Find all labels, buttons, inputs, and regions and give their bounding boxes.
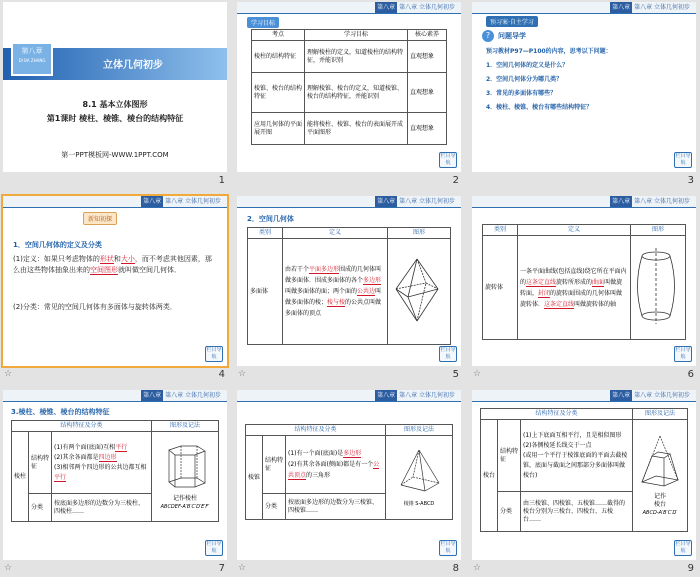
text-run: 叫做多面体的棱； — [285, 288, 382, 306]
answer-blank: 这条定直线 — [526, 278, 557, 286]
prism-table — [11, 420, 219, 522]
slide-9[interactable] — [472, 390, 696, 560]
features-cell — [521, 420, 633, 492]
site-label: 第一PPT模板网-WWW.1PPT.COM — [61, 151, 169, 159]
feature-line: (或用一个平行于棱锥底面的平面去截棱锥，底面与截面之间那部分多面体叫做棱台) — [523, 451, 628, 479]
star-icon: ☆ — [238, 369, 247, 379]
slide-1[interactable] — [3, 2, 227, 172]
section-heading: 1．空间几何体的定义及分类 — [13, 241, 102, 249]
table-header: 图形 — [631, 225, 686, 236]
chapter-header: 第八章 立体几何初步 — [165, 392, 221, 399]
features-cell — [52, 432, 152, 494]
question-item: 1．空间几何体的定义是什么？ — [486, 62, 569, 69]
text-run: 和 — [113, 255, 121, 263]
definition-cell — [518, 236, 631, 340]
solid-revolution-table — [482, 224, 686, 340]
objectives-table — [251, 29, 447, 145]
back-nav-button[interactable]: 栏目导航 — [675, 153, 691, 166]
figure-cell — [631, 236, 686, 340]
chapter-header: 第八章 立体几何初步 — [165, 198, 221, 205]
slide-8[interactable] — [237, 390, 461, 560]
definition-paragraph — [13, 254, 217, 276]
chapter-header: 第八章 立体几何初步 — [634, 198, 690, 205]
table-header: 图形及记法 — [152, 421, 219, 432]
slide-number: 7 — [218, 563, 225, 574]
slide-number: 8 — [452, 563, 459, 574]
table-cell: 直观想象 — [408, 41, 447, 73]
chapter-number: 第八章 — [21, 47, 43, 55]
classification-cell: 按底面多边形的边数分为三棱锥、四棱锥…… — [286, 494, 386, 520]
top-band — [3, 2, 227, 22]
star-icon: ☆ — [4, 369, 13, 379]
answer-blank: 空间图形 — [90, 266, 118, 274]
question-item: 4．棱柱、棱锥、棱台有哪些结构特征？ — [486, 104, 593, 111]
slide-3[interactable] — [472, 2, 696, 172]
table-header: 结构特征及分类 — [12, 421, 152, 432]
text-run: 叫做旋转体的轴 — [574, 300, 617, 308]
star-icon: ☆ — [4, 563, 13, 573]
slide-thumbnail-8[interactable] — [237, 390, 461, 574]
answer-blank: 多边形 — [343, 450, 362, 457]
answer-blank: 平行 — [115, 443, 128, 451]
figure-caption: 棱台 — [653, 501, 666, 508]
chapter-box — [11, 42, 53, 76]
chapter-header: 第八章 立体几何初步 — [399, 392, 455, 399]
row-label-cell: 结构特征 — [29, 432, 52, 494]
category-cell: 多面体 — [248, 239, 283, 345]
text-run: ，而不考虑其他因素，那么由这些物体抽象出来的 — [13, 255, 212, 274]
figure-label: ABCDEF-A′B′C′D′E′F′ — [160, 504, 210, 510]
row-label-cell: 结构特征 — [498, 420, 521, 492]
chapter-header: 第八章 立体几何初步 — [399, 4, 455, 11]
figure-cell — [633, 420, 688, 532]
text-run: 由若干个 — [285, 266, 310, 273]
slide-6[interactable] — [472, 196, 696, 366]
slide-number: 2 — [452, 175, 459, 186]
table-header: 图形及记法 — [633, 409, 688, 420]
solid-name-cell: 棱柱 — [12, 432, 29, 522]
text-run: 叫做旋转面， — [520, 278, 623, 297]
pyramid-table — [245, 424, 453, 520]
table-cell: 应用几何体的平面展开图 — [252, 113, 305, 145]
feature-line — [54, 453, 149, 463]
back-nav-button[interactable]: 栏目导航 — [206, 541, 222, 554]
text-run: (1)有一个面(底面)是 — [288, 450, 344, 457]
slide-number: 6 — [687, 369, 694, 380]
star-icon: ☆ — [473, 369, 482, 379]
section-badge: 预习案·自主学习 — [486, 16, 538, 27]
back-nav-button[interactable]: 栏目导航 — [206, 347, 222, 360]
classification-cell: 按底面多边形的边数分为三棱柱、四棱柱…… — [52, 494, 152, 522]
slide-thumbnail-5[interactable] — [237, 196, 461, 380]
section-badge: 学习目标 — [247, 17, 279, 28]
figure-caption: 记作 — [653, 493, 666, 500]
table-cell: 理解棱柱的定义，知道棱柱的结构特征，并能识别 — [305, 41, 408, 73]
back-nav-button[interactable]: 栏目导航 — [440, 541, 456, 554]
answer-blank: 大小 — [120, 255, 135, 263]
answer-blank: 封闭 — [538, 289, 551, 297]
table-cell: 理解棱锥、棱台的定义，知道棱锥、棱台的结构特征，并能识别 — [305, 73, 408, 113]
slide-5[interactable] — [237, 196, 461, 366]
section-heading: 问题导学 — [498, 32, 526, 40]
section-heading: 2．空间几何体 — [247, 215, 294, 223]
slide-number: 9 — [687, 563, 694, 574]
feature-line — [54, 443, 149, 453]
slide-thumbnail-6[interactable] — [472, 196, 696, 380]
slide-header — [472, 196, 696, 208]
figure-cell — [386, 436, 453, 520]
category-cell: 旋转体 — [483, 236, 518, 340]
table-cell: 能将棱柱、棱锥、棱台的表面展开成平面图形 — [305, 113, 408, 145]
row-label-cell: 分类 — [263, 494, 286, 520]
slide-7[interactable] — [3, 390, 227, 560]
slide-number: 1 — [218, 175, 225, 186]
slide-thumbnail-4[interactable] — [3, 196, 227, 380]
slide-thumbnail-7[interactable] — [3, 390, 227, 574]
answer-blank: 平行 — [54, 473, 67, 481]
answer-blank: 棱与棱 — [327, 299, 346, 306]
figure-cell — [152, 432, 219, 522]
lesson-title: 第1课时 棱柱、棱锥、棱台的结构特征 — [46, 114, 184, 123]
text-run: 的三角形 — [306, 472, 331, 479]
table-header: 类别 — [248, 228, 283, 239]
row-label-cell: 分类 — [498, 492, 521, 532]
classification-paragraph: (2)分类：常见的空间几何体有多面体与旋转体两类． — [13, 303, 177, 311]
star-icon: ☆ — [473, 563, 482, 573]
table-cell: 直观想象 — [408, 73, 447, 113]
answer-blank: 多边形 — [363, 277, 382, 284]
frustum-figure — [638, 434, 682, 490]
answer-blank: 曲面 — [592, 278, 605, 286]
back-nav-button[interactable]: 栏目导航 — [675, 347, 691, 360]
feature-line — [288, 459, 383, 481]
table-header: 结构特征及分类 — [481, 409, 633, 420]
text-run: 叫做多面体的面；两个面的 — [285, 288, 358, 295]
octahedron-figure — [390, 255, 444, 325]
table-header: 定义 — [518, 225, 631, 236]
slide-header — [237, 196, 461, 208]
answer-blank: 公共顶点 — [288, 461, 380, 479]
chapter-tag: 第八章 — [377, 392, 396, 399]
slide-header — [237, 390, 461, 402]
table-cell: 棱柱的结构特征 — [252, 41, 305, 73]
text-run: 旋转所形成的 — [556, 278, 593, 286]
back-nav-button[interactable]: 栏目导航 — [675, 541, 691, 554]
chapter-tag: 第八章 — [143, 198, 162, 205]
back-nav-button[interactable]: 栏目导航 — [440, 153, 456, 166]
definition-cell — [283, 239, 388, 345]
chapter-tag: 第八章 — [612, 4, 631, 11]
figure-label: ABCD-A′B′C′D′ — [642, 510, 678, 516]
figure-caption: 棱锥 S-ABCD — [403, 501, 435, 507]
text-run: (3)相邻两个四边形的公共边都互相 — [54, 463, 147, 471]
slide-2[interactable] — [237, 2, 461, 172]
polyhedron-table — [247, 227, 451, 345]
chapter-tag: 第八章 — [143, 392, 162, 399]
section-heading: 3.棱柱、棱锥、棱台的结构特征 — [11, 408, 110, 416]
chapter-tag: 第八章 — [612, 392, 631, 399]
features-cell — [286, 436, 386, 494]
row-label-cell: 结构特征 — [263, 436, 286, 494]
slide-header — [3, 196, 227, 208]
barrel-figure — [633, 246, 679, 326]
table-header: 定义 — [283, 228, 388, 239]
text-run: 一条平面曲线(包括直线)绕它所在平面内的 — [520, 267, 627, 286]
slide-number: 4 — [218, 369, 225, 380]
slide-header — [237, 2, 461, 14]
preview-intro: 预习教材P97—P100的内容，思考以下问题： — [486, 48, 612, 55]
chapter-title: 立体几何初步 — [103, 60, 163, 71]
back-nav-button[interactable]: 栏目导航 — [440, 347, 456, 360]
chapter-tag: 第八章 — [612, 198, 631, 205]
table-header: 结构特征及分类 — [246, 425, 386, 436]
chapter-pinyin: DI BA ZHANG — [18, 58, 46, 63]
table-header: 图形及记法 — [386, 425, 453, 436]
frustum-table — [480, 408, 688, 532]
table-header: 考点 — [252, 30, 305, 41]
answer-blank: 公共边 — [357, 288, 376, 295]
text-run: (2)其余各面都是 — [54, 453, 99, 461]
slide-thumbnail-2[interactable] — [237, 2, 461, 186]
solid-name-cell: 棱锥 — [246, 436, 263, 520]
table-cell: 直观想象 — [408, 113, 447, 145]
slide-4[interactable] — [3, 196, 227, 366]
question-item: 3．常见的多面体有哪些？ — [486, 90, 557, 97]
chapter-tag: 第八章 — [377, 198, 396, 205]
feature-line: (1)上下底面互相平行，且是相似图形 — [523, 431, 622, 439]
section-title: 8.1 基本立体图形 — [82, 100, 148, 109]
figure-cell — [388, 239, 451, 345]
text-run: 就叫做空间几何体． — [118, 266, 181, 274]
feature-line — [54, 463, 149, 483]
figure-caption: 记作棱柱 — [172, 495, 197, 502]
row-label-cell: 分类 — [29, 494, 52, 522]
pyramid-figure — [395, 447, 443, 497]
slide-header — [472, 2, 696, 14]
slide-thumbnail-1[interactable] — [3, 2, 227, 186]
chapter-header: 第八章 立体几何初步 — [399, 198, 455, 205]
chapter-header: 第八章 立体几何初步 — [634, 4, 690, 11]
chapter-header: 第八章 立体几何初步 — [634, 392, 690, 399]
table-header: 图形 — [388, 228, 451, 239]
feature-line: (2)各侧棱延长线交于一点 — [523, 441, 592, 449]
feature-line — [288, 448, 383, 459]
classification-cell: 由三棱锥、四棱锥、五棱锥……截得的棱台分别为三棱台、四棱台、五棱台…… — [521, 492, 633, 532]
table-header: 学习目标 — [305, 30, 408, 41]
table-header: 类别 — [483, 225, 518, 236]
slide-thumbnail-9[interactable] — [472, 390, 696, 574]
slide-header — [3, 390, 227, 402]
text-run: (1)定义：如果只考虑物体的 — [13, 255, 100, 263]
question-icon: ? — [482, 30, 494, 42]
text-run: 的公共点叫做多面体的顶点 — [285, 299, 382, 317]
text-run: (1)有两个面(底面)互相 — [54, 443, 116, 451]
answer-blank: 这条定直线 — [544, 300, 575, 308]
table-header: 核心素养 — [408, 30, 447, 41]
slide-number: 5 — [452, 369, 459, 380]
answer-blank: 四边形 — [98, 453, 117, 461]
section-badge: 新知初探 — [83, 212, 117, 225]
slide-header — [472, 390, 696, 402]
question-item: 2．空间几何体分为哪几类？ — [486, 76, 563, 83]
hexagonal-prism-figure — [161, 442, 209, 492]
solid-name-cell: 棱台 — [481, 420, 498, 532]
star-icon: ☆ — [238, 563, 247, 573]
text-run: 围成的几何体叫做多面体．围成多面体的各个 — [285, 266, 382, 284]
table-cell: 棱锥、棱台的结构特征 — [252, 73, 305, 113]
text-run: (2)有其余各面(侧面)都是有一个 — [288, 461, 374, 468]
answer-blank: 平面多边形 — [309, 266, 340, 273]
chapter-tag: 第八章 — [377, 4, 396, 11]
text-run: 的旋转面围成的几何体叫做旋转体． — [520, 289, 623, 308]
slide-thumbnail-3[interactable] — [472, 2, 696, 186]
answer-blank: 形状 — [99, 255, 114, 263]
slide-number: 3 — [687, 175, 694, 186]
